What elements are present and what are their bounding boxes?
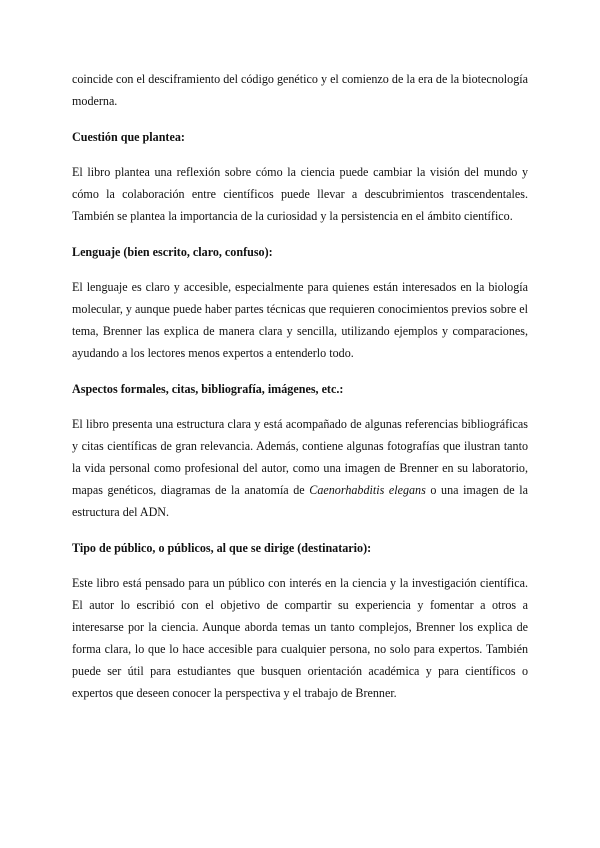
- body-text-part: o una imagen de la estructura del ADN.: [72, 483, 528, 519]
- section-body-language: El lenguaje es claro y accesible, especialmente para quienes están interesados en la biología molecular, y aunque puede haber partes técnicas que requieren conocimientos previos sobre el tema, Brenner las explica de manera clara y sencilla, utilizando ejemplos y comparaciones, ayudando a los lectores menos expertos a entenderlo todo.: [72, 280, 528, 360]
- body-text-part: El libro presenta una estructura clara y está acompañado de algunas referencias bibliográficas y citas científicas de gran relevancia. Además, contiene algunas fotografías que ilustran tanto la vida personal como profesional del autor, como una imagen de Brenner en su laboratorio, mapas genéticos, diagramas de la anatomía de: [72, 417, 528, 497]
- section-body-question: El libro plantea una reflexión sobre cómo la ciencia puede cambiar la visión del mundo y cómo la colaboración entre científicos puede llevar a descubrimientos trascendentales. También se plantea la importancia de la curiosidad y la persistencia en el ámbito científico.: [72, 165, 528, 223]
- section-body-audience: Este libro está pensado para un público con interés en la ciencia y la investigación científica. El autor lo escribió con el objetivo de compartir su experiencia y fomentar a otros a interesarse por la ciencia. Aunque aborda temas un tanto complejos, Brenner los explica de forma clara, lo que lo hace accesible para cualquier persona, no solo para expertos. También puede ser útil para estudiantes que busquen orientación académica y para científicos o expertos que deseen conocer la perspectiva y el trabajo de Brenner.: [72, 576, 528, 700]
- species-name: Caenorhabditis elegans: [309, 483, 426, 497]
- section-heading-question: Cuestión que plantea:: [72, 130, 185, 144]
- intro-paragraph: coincide con el desciframiento del código genético y el comienzo de la era de la biotecnología moderna.: [72, 72, 528, 108]
- section-heading-formal-aspects: Aspectos formales, citas, bibliografía, imágenes, etc.:: [72, 382, 344, 396]
- section-body-formal-aspects: [72, 413, 528, 523]
- section-heading-audience: Tipo de público, o públicos, al que se dirige (destinatario):: [72, 541, 372, 555]
- section-heading-language: Lenguaje (bien escrito, claro, confuso):: [72, 245, 273, 259]
